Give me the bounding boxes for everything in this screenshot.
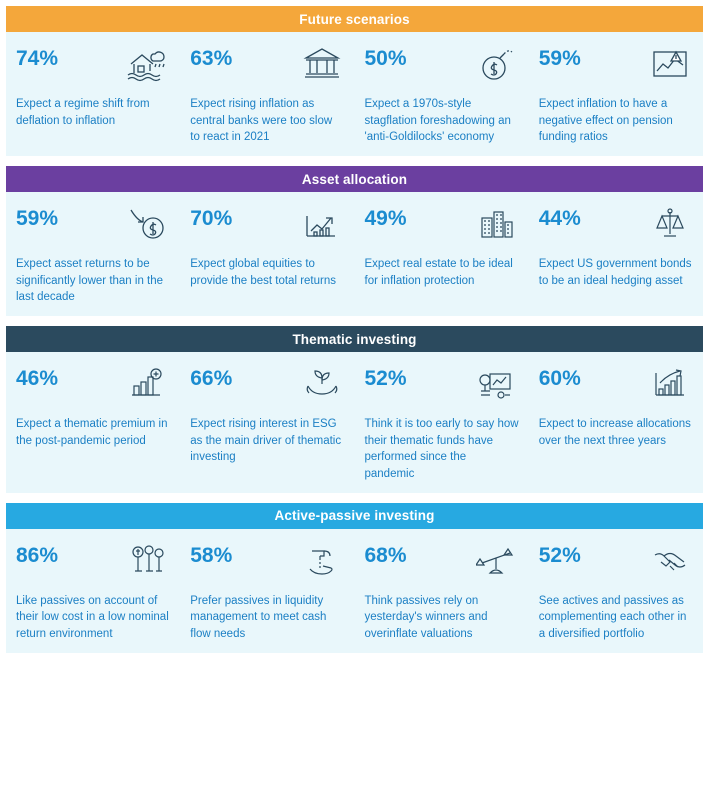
stat-item [529, 40, 703, 146]
section-title: Active-passive investing [274, 508, 435, 524]
stat-top [365, 539, 519, 587]
stat-percentage: 70% [190, 207, 233, 231]
section-header-thematic-investing [6, 326, 703, 352]
stat-description: Think it is too early to say how their thematic funds have performed since the pandemic [364, 418, 519, 481]
stat-top [16, 42, 170, 90]
stat-item [6, 200, 180, 306]
unbalanced-scales-icon [473, 539, 519, 583]
section-thematic-investing [6, 326, 703, 493]
stat-top [539, 202, 693, 250]
stat-item [6, 40, 180, 146]
stat-top [539, 539, 693, 587]
stat-item [180, 537, 354, 643]
money-bomb-icon [473, 42, 519, 86]
stat-description: Expect a thematic premium in the post-pandemic period [16, 418, 168, 447]
stat-percentage: 49% [364, 207, 407, 231]
stat-percentage: 74% [16, 47, 59, 70]
stat-description: Expect a 1970s-style stagflation foreshadowing an 'anti-Goldilocks' economy [364, 98, 511, 144]
stat-percentage: 59% [16, 207, 59, 231]
stat-description: Expect asset returns to be significantly lower than in the last decade [16, 258, 164, 304]
stat-percentage: 68% [364, 543, 407, 567]
section-header-future-scenarios [6, 6, 703, 32]
stat-item [529, 360, 703, 483]
stat-percentage: 50% [364, 47, 407, 70]
section-title: Asset allocation [301, 171, 408, 187]
stat-top [539, 362, 693, 410]
stat-item [355, 40, 529, 146]
section-asset-allocation [6, 166, 703, 316]
stat-percentage: 46% [16, 367, 59, 391]
section-title: Future scenarios [299, 11, 410, 27]
stat-item [355, 537, 529, 643]
stat-item [180, 360, 354, 483]
stat-top [16, 202, 170, 250]
rising-chart-arrow-icon [299, 202, 345, 246]
stat-description: Expect to increase allocations over the next three years [538, 418, 691, 447]
stat-description: Like passives on account of their low cost in a low nominal return environment [16, 594, 169, 641]
stat-description: Prefer passives in liquidity management to meet cash flow needs [190, 594, 327, 641]
stat-percentage: 63% [190, 47, 233, 70]
flooded-house-icon [124, 42, 170, 86]
section-future-scenarios [6, 6, 703, 156]
handshake-puzzle-icon [647, 539, 693, 583]
section-body-asset-allocation [6, 192, 703, 316]
stat-percentage: 86% [16, 543, 59, 567]
stat-description: Expect US government bonds to be an ideal hedging asset [538, 258, 692, 287]
stat-description: See actives and passives as complementing each other in a diversified portfolio [538, 594, 687, 641]
stat-percentage: 52% [538, 543, 581, 567]
stat-top [539, 42, 693, 90]
stat-top [365, 42, 519, 90]
falling-dollar-arrow-icon [124, 202, 170, 246]
magnify-coins-icon [124, 539, 170, 583]
stat-top [190, 202, 344, 250]
stat-item [529, 537, 703, 643]
stat-top [190, 362, 344, 410]
stat-percentage: 58% [190, 543, 233, 567]
stat-description: Expect global equities to provide the best total returns [190, 258, 336, 287]
stat-item [529, 200, 703, 306]
central-bank-icon [299, 42, 345, 86]
section-body-future-scenarios [6, 32, 703, 156]
section-body-thematic-investing [6, 352, 703, 493]
stat-item [180, 200, 354, 306]
liquidity-tap-hand-icon [299, 539, 345, 583]
stat-item [355, 360, 529, 483]
growth-bars-arrow-icon [647, 362, 693, 406]
thematic-analysis-icon [473, 362, 519, 406]
section-title: Thematic investing [292, 331, 417, 347]
stat-description: Expect a regime shift from deflation to inflation [16, 98, 150, 127]
stat-top [190, 42, 344, 90]
section-body-active-passive-investing [6, 529, 703, 653]
declining-chart-warning-icon [647, 42, 693, 86]
stat-top [190, 539, 344, 587]
stat-description: Expect real estate to be ideal for inflation protection [364, 258, 513, 287]
stat-percentage: 60% [538, 367, 581, 391]
stat-item [6, 360, 180, 483]
section-header-asset-allocation [6, 166, 703, 192]
stat-description: Expect rising inflation as central banks were too slow to react in 2021 [190, 98, 333, 144]
stat-item [180, 40, 354, 146]
stat-item [355, 200, 529, 306]
city-buildings-icon [473, 202, 519, 246]
stat-percentage: 52% [364, 367, 407, 391]
stat-top [365, 202, 519, 250]
section-active-passive-investing [6, 503, 703, 653]
stat-top [16, 539, 170, 587]
bar-chart-medical-icon [124, 362, 170, 406]
stat-description: Expect inflation to have a negative effect on pension funding ratios [538, 98, 673, 144]
stat-percentage: 66% [190, 367, 233, 391]
bond-scales-icon [647, 202, 693, 246]
stat-top [16, 362, 170, 410]
stat-percentage: 59% [538, 47, 581, 70]
hands-plant-esg-icon [299, 362, 345, 406]
stat-description: Think passives rely on yesterday's winners and overinflate valuations [364, 594, 488, 641]
stat-percentage: 44% [538, 207, 581, 231]
stat-top [365, 362, 519, 410]
stat-description: Expect rising interest in ESG as the main driver of thematic investing [190, 418, 342, 464]
section-header-active-passive-investing [6, 503, 703, 529]
stat-item [6, 537, 180, 643]
